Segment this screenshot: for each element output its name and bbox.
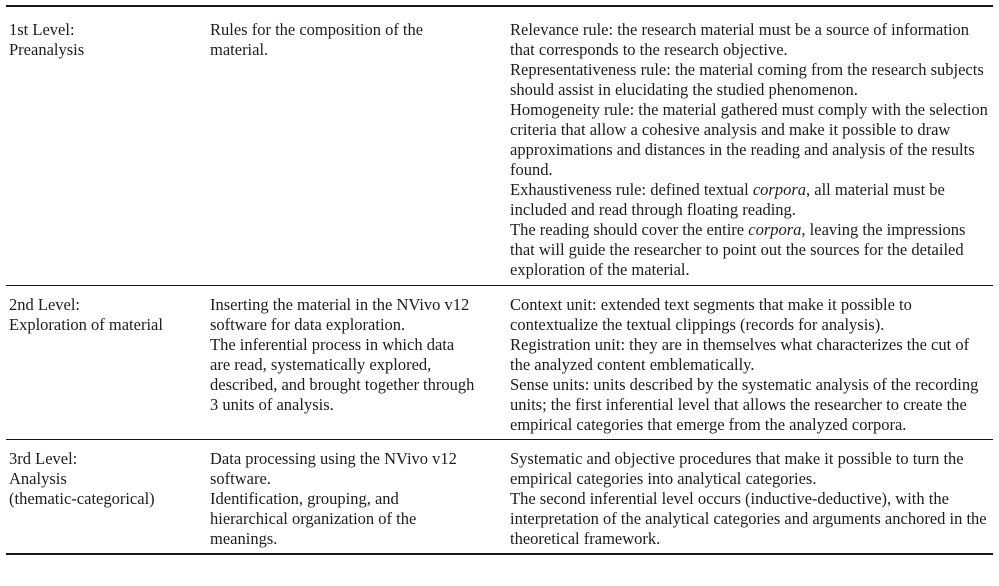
cell-paragraph: The second inferential level occurs (inductive-deductive), with the interpretation of the analytical categories and arguments anchored in the theoretical framework.	[510, 489, 987, 548]
level-cell	[6, 449, 206, 549]
cell-paragraph: Identification, grouping, and hierarchical organization of the meanings.	[210, 489, 417, 548]
level-line: Exploration of material	[9, 315, 163, 334]
cell-paragraph: Representativeness rule: the material coming from the research subjects should assist in elucidating the studied phenomenon.	[510, 60, 984, 99]
cell-paragraph: Context unit: extended text segments that make it possible to contextualize the textual clippings (records for analysis).	[510, 295, 912, 334]
level-line: 1st Level:	[9, 20, 75, 39]
level-cell	[6, 295, 206, 435]
cell-paragraph: Registration unit: they are in themselves what characterizes the cut of the analyzed content emblematically.	[510, 335, 970, 374]
cell-paragraph: Exhaustiveness rule: defined textual corpora, all material must be included and read through floating reading.	[510, 180, 945, 219]
table-row	[6, 7, 993, 285]
details-cell	[506, 449, 993, 549]
level-cell	[6, 20, 206, 280]
details-cell	[506, 20, 993, 280]
cell-paragraph: The inferential process in which data are read, systematically explored, described, and brought together through 3 units of analysis.	[210, 335, 475, 414]
table-row	[6, 285, 993, 439]
cell-paragraph: The reading should cover the entire corpora, leaving the impressions that will guide the researcher to point out the sources for the detailed exploration of the material.	[510, 220, 966, 279]
description-cell	[206, 295, 506, 435]
level-line: Analysis	[9, 469, 67, 488]
cell-paragraph: Data processing using the NVivo v12 software.	[210, 449, 457, 488]
cell-paragraph: Relevance rule: the research material must be a source of information that corresponds to the research objective.	[510, 20, 970, 59]
cell-paragraph: Homogeneity rule: the material gathered must comply with the selection criteria that allow a cohesive analysis and make it possible to draw approximations and distances in the reading and analysis of the results found.	[510, 100, 988, 179]
level-line: Preanalysis	[9, 40, 85, 59]
analysis-levels-table	[6, 5, 993, 555]
cell-paragraph: Systematic and objective procedures that make it possible to turn the empirical categories into analytical categories.	[510, 449, 964, 488]
details-cell	[506, 295, 993, 435]
level-line: 3rd Level:	[9, 449, 78, 468]
cell-paragraph: Rules for the composition of the material.	[210, 20, 424, 59]
cell-paragraph: Inserting the material in the NVivo v12 software for data exploration.	[210, 295, 470, 334]
table-row	[6, 439, 993, 553]
description-cell	[206, 449, 506, 549]
level-line: 2nd Level:	[9, 295, 81, 314]
cell-paragraph: Sense units: units described by the systematic analysis of the recording units; the first inferential level that allows the researcher to create the empirical categories that emerge from the analyzed corpora.	[510, 375, 979, 434]
description-cell	[206, 20, 506, 280]
level-line: (thematic-categorical)	[9, 489, 155, 508]
